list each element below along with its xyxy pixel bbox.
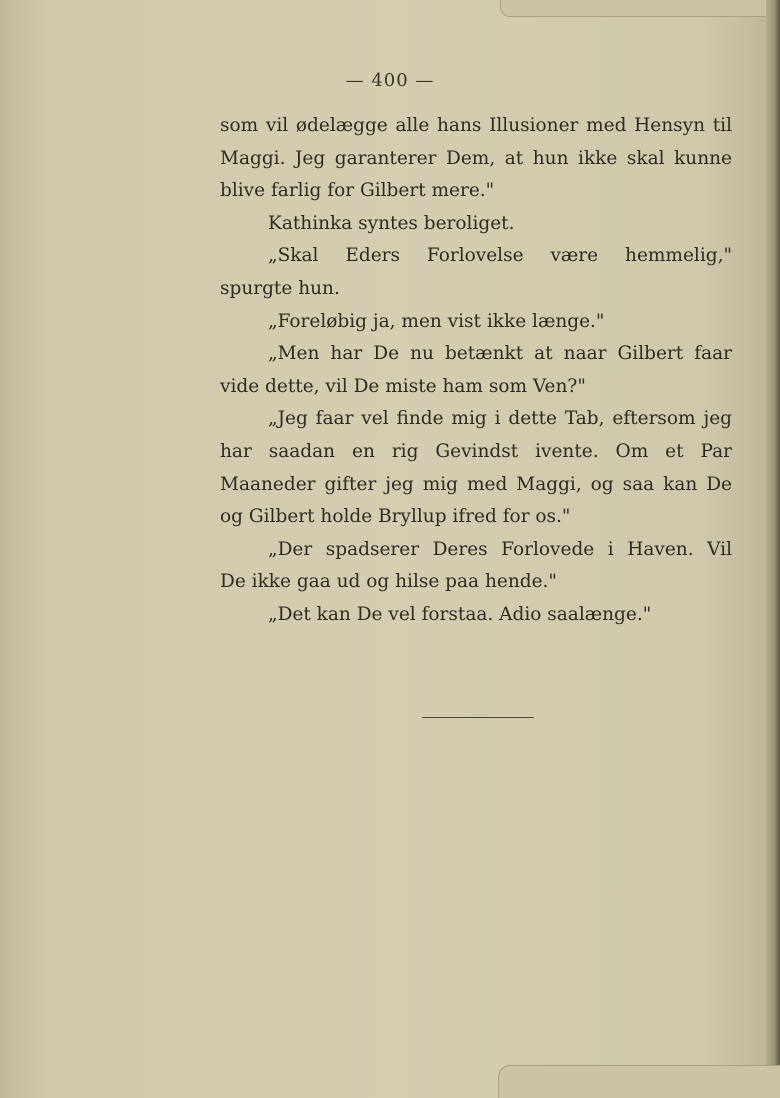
text-line: blive farlig for Gilbert mere."	[220, 180, 495, 202]
page-edge-right	[766, 0, 780, 1098]
text-line: som vil ødelægge alle hans Illusioner med Hensyn til	[220, 115, 732, 136]
body-text	[220, 110, 732, 632]
text-line: har saadan en rig Gevindst ivente. Om et Par	[220, 440, 732, 462]
text-line: Maaneder gifter jeg mig med Maggi, og saa kan De	[220, 473, 732, 495]
page-edge-top	[500, 0, 780, 17]
text-line: vide dette, vil De miste ham som Ven?"	[220, 375, 586, 397]
page-number: — 400 —	[345, 70, 435, 91]
text-line: „Det kan De vel forstaa. Adio saalænge."	[268, 603, 652, 625]
text-line: „Jeg faar vel finde mig i dette Tab, eftersom jeg	[268, 408, 732, 430]
text-line: spurgte hun.	[220, 277, 340, 299]
text-line: og Gilbert holde Bryllup ifred for os."	[220, 506, 571, 528]
text-line: „Foreløbig ja, men vist ikke længe."	[268, 310, 605, 332]
text-line: De ikke gaa ud og hilse paa hende."	[220, 571, 557, 593]
text-line: „Men har De nu betænkt at naar Gilbert faar	[268, 343, 732, 365]
text-line: Maggi. Jeg garanterer Dem, at hun ikke skal kunne	[220, 147, 732, 169]
text-line: Kathinka syntes beroliget.	[268, 212, 515, 234]
text-line: „Der spadserer Deres Forlovede i Haven. Vil	[268, 538, 732, 560]
end-rule	[422, 717, 534, 718]
page-edge-bottom	[498, 1065, 780, 1098]
text-line: „Skal Eders Forlovelse være hemmelig,"	[268, 245, 732, 267]
